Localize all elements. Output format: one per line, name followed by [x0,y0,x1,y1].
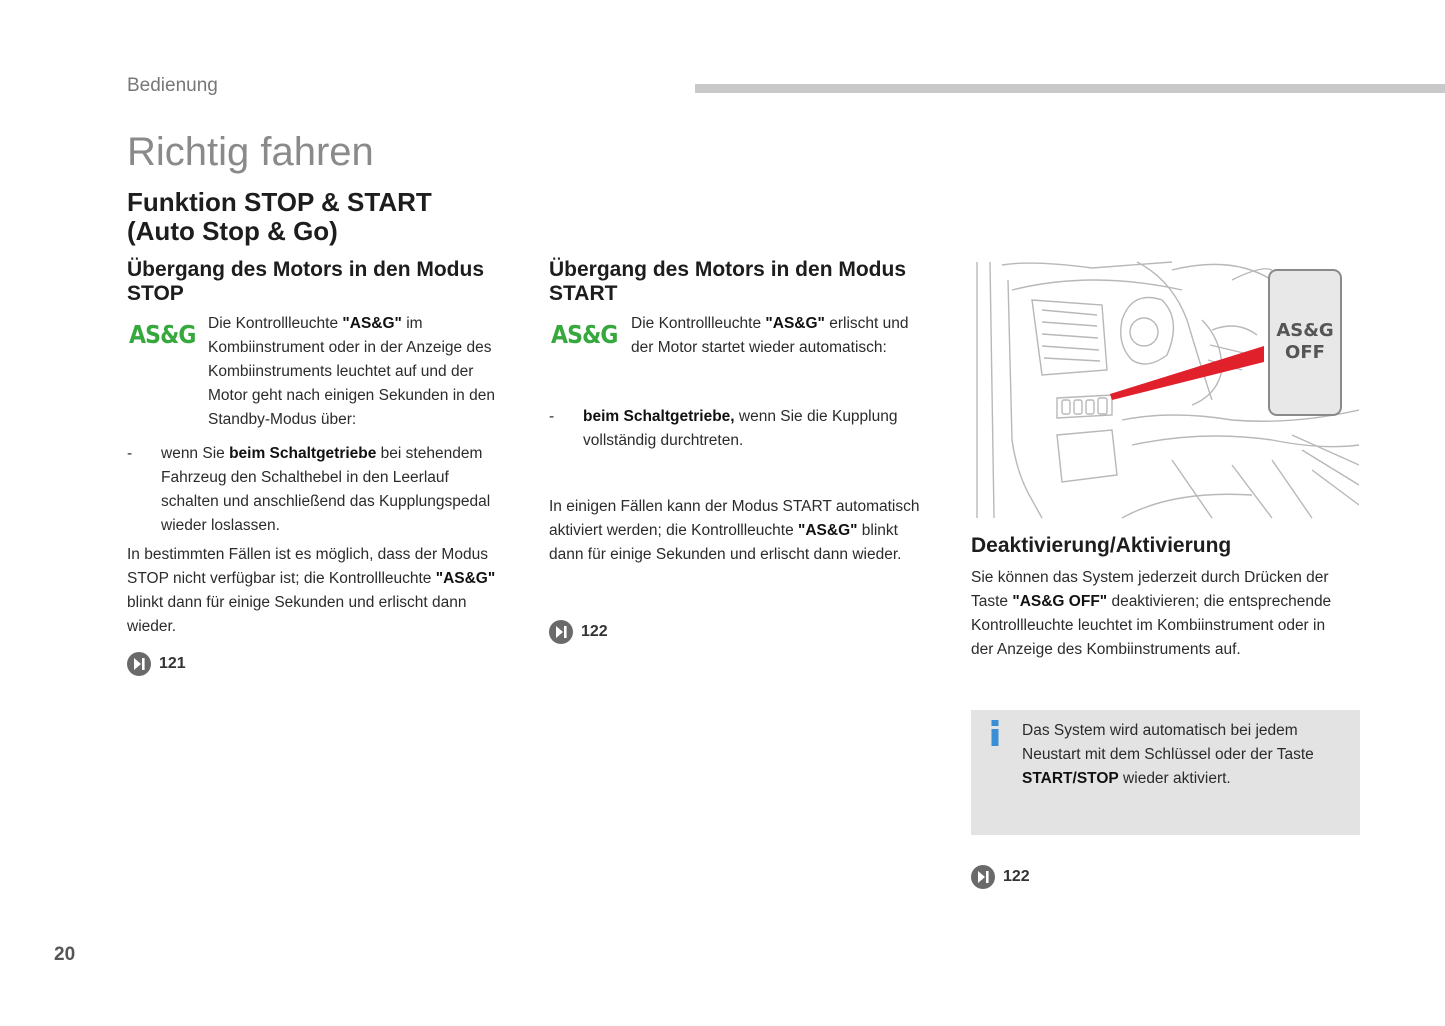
col1-bullet-dash: - [127,445,133,462]
text-line: vollständig durchtreten. [583,432,744,449]
col2-title [549,258,906,306]
page-reference-number: 122 [1003,868,1030,885]
asg-off-button-label [1269,320,1341,364]
col1-title [127,258,484,306]
asg-indicator-icon: AS&G [551,320,618,349]
text-line: Kontrollleuchte leuchtet im Kombiinstrument oder in [971,617,1326,634]
text-line: der Motor startet wieder automatisch: [631,339,887,356]
dashboard-illustration [972,260,1359,520]
text-line: beim Schaltgetriebe, wenn Sie die Kupplung [583,408,898,425]
page-reference-icon [549,620,573,644]
text-line: STOP nicht verfügbar ist; die Kontrollleuchte "AS&G" [127,570,496,587]
dashboard-drawing-icon [972,260,1359,520]
col1-title-line1: Übergang des Motors in den Modus [127,258,485,281]
sub-title-line2: (Auto Stop & Go) [127,216,338,246]
col2-paragraph1 [631,312,941,360]
col1-page-reference[interactable] [127,652,186,676]
page-number: 20 [54,944,76,965]
text-line: Neustart mit dem Schlüssel oder der Taste [1022,746,1314,763]
col2-bullet-text [583,405,943,453]
col2-paragraph2 [549,495,949,567]
text-line: Die Kontrollleuchte "AS&G" erlischt und [631,315,909,332]
text-line: schalten und anschließend das Kupplungspedal [161,493,491,510]
text-line: aktiviert werden; die Kontrollleuchte "AS&G" blinkt [549,522,898,539]
col3-page-reference[interactable] [971,865,1030,889]
asg-off-button-line2: OFF [1285,342,1325,363]
text-line: wenn Sie beim Schaltgetriebe bei stehendem [161,445,483,462]
text-line: Kombiinstruments leuchtet auf und der [208,363,474,380]
header-bar [695,84,1445,93]
col1-title-line2: STOP [127,282,184,305]
col1-paragraph1 [208,312,518,432]
col2-bullet-dash: - [549,408,555,425]
section-label: Bedienung [127,75,218,96]
text-line: Das System wird automatisch bei jedem [1022,722,1298,739]
col1-bullet-text [161,442,521,538]
text-line: Fahrzeug den Schalthebel in den Leerlauf [161,469,449,486]
sub-title [127,188,432,246]
text-line: In einigen Fällen kann der Modus START automatisch [549,498,920,515]
info-icon [990,720,1000,746]
text-line: der Anzeige des Kombiinstruments auf. [971,641,1241,658]
col1-paragraph2 [127,543,527,639]
text-line: Sie können das System jederzeit durch Drücken der [971,569,1329,586]
text-line: wieder. [127,618,177,635]
col3-title: Deaktivierung/Aktivierung [971,534,1232,557]
page-title: Richtig fahren [127,130,374,174]
text-line: Die Kontrollleuchte "AS&G" im [208,315,423,332]
col2-page-reference[interactable] [549,620,608,644]
text-line: In bestimmten Fällen ist es möglich, dass der Modus [127,546,488,563]
asg-indicator-icon: AS&G [129,320,196,349]
col3-paragraph [971,566,1371,662]
text-line: wieder loslassen. [161,517,280,534]
page-reference-icon [971,865,995,889]
page-reference-icon [127,652,151,676]
page-reference-number: 122 [581,623,608,640]
col2-title-line1: Übergang des Motors in den Modus [549,258,907,281]
sub-title-line1: Funktion STOP & START [127,187,432,217]
info-box-text [1022,719,1352,791]
asg-off-button-line1: AS&G [1276,320,1334,341]
text-line: Motor geht nach einigen Sekunden in den [208,387,495,404]
text-line: Kombiinstrument oder in der Anzeige des [208,339,492,356]
text-line: dann für einige Sekunden und erlischt dann wieder. [549,546,902,563]
col2-title-line2: START [549,282,618,305]
text-line: Standby-Modus über: [208,411,357,428]
text-line: blinkt dann für einige Sekunden und erlischt dann [127,594,467,611]
text-line: START/STOP wieder aktiviert. [1022,770,1231,787]
text-line: Taste "AS&G OFF" deaktivieren; die entsprechende [971,593,1332,610]
page-reference-number: 121 [159,655,186,672]
